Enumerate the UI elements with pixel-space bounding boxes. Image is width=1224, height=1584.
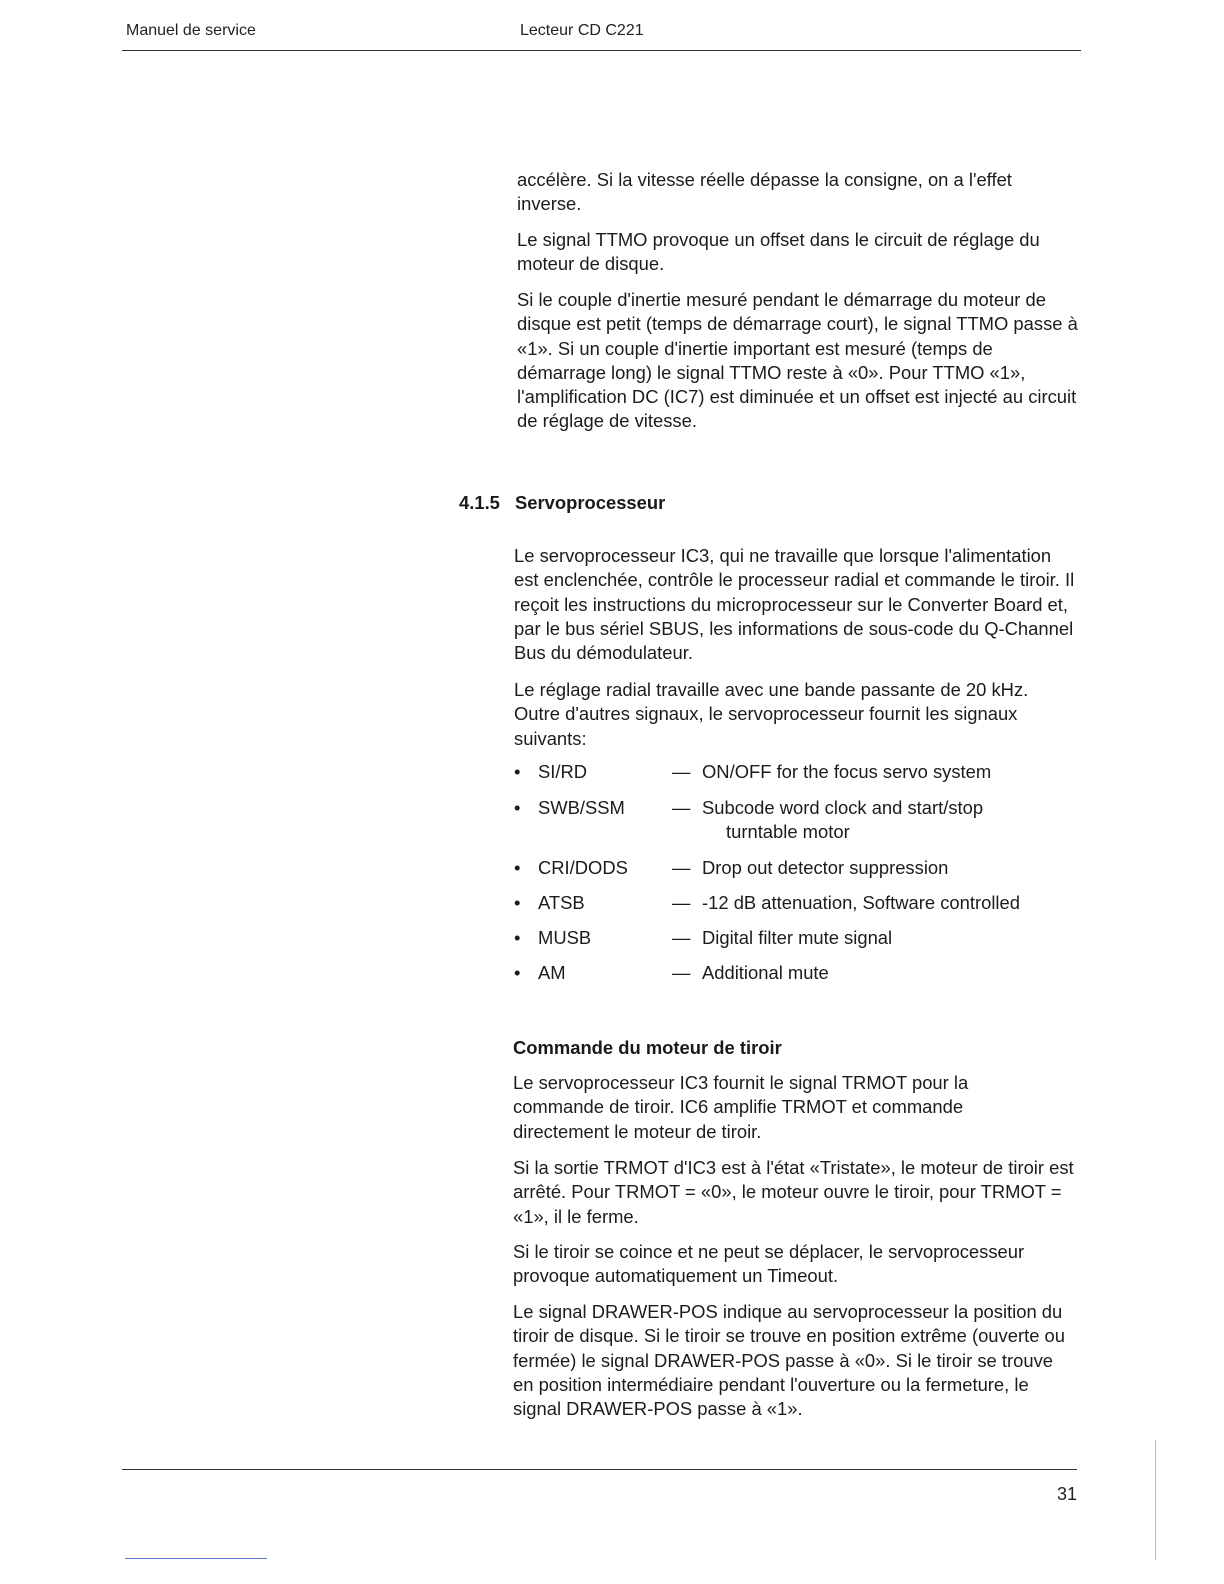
header-left: Manuel de service [126, 22, 256, 39]
list-item [514, 760, 1074, 786]
section-paragraph-1: Le servoprocesseur IC3, qui ne travaille que lorsque l'alimentation est enclenchée, contrôle le processeur radial et commande le tiroir. Il reçoit les instructions du microprocesseur sur le Converter Board et, par le bus sériel SBUS, les informations de sous-code du Q-Channel Bus du démodulateur. [514, 545, 1075, 664]
signal-description: -12 dB attenuation, Software controlled [702, 892, 1020, 913]
header-title: Lecteur CD C221 [520, 22, 644, 39]
dash: — [672, 927, 691, 948]
signal-name: AM [538, 962, 566, 983]
subsection-paragraph-3: Si le tiroir se coince et ne peut se déplacer, le servoprocesseur provoque automatiquement un Timeout. [513, 1241, 1025, 1287]
signal-description: Digital filter mute signal [702, 927, 893, 948]
section-number: 4.1.5 [459, 492, 500, 513]
dash: — [672, 892, 691, 913]
signal-name: ATSB [538, 892, 585, 913]
signal-description: Additional mute [702, 962, 829, 983]
bullet: • [514, 892, 521, 913]
signal-name: SI/RD [538, 761, 588, 782]
subsection-paragraph-4: Le signal DRAWER-POS indique au servoprocesseur la position du tiroir de disque. Si le tiroir se trouve en position extrême (ouverte ou fermée) le signal DRAWER-POS passe à «0». Si le tiroir se trouve en position intermédiaire pendant l'ouverture ou la fermeture, le signal DRAWER-POS passe à «1». [513, 1301, 1065, 1420]
signal-description: ON/OFF for the focus servo system [702, 761, 992, 782]
intro-paragraph-1: accélère. Si la vitesse réelle dépasse la consigne, on a l'effet inverse. [517, 169, 1012, 215]
subsection-paragraph-2: Si la sortie TRMOT d'IC3 est à l'état «Tristate», le moteur de tiroir est arrêté. Pour TRMOT = «0», le moteur ouvre le tiroir, pour TRMOT = «1», il le ferme. [513, 1157, 1074, 1227]
bullet: • [514, 857, 521, 878]
signal-name: SWB/SSM [538, 797, 625, 818]
signal-name: CRI/DODS [538, 857, 628, 878]
dash: — [672, 962, 691, 983]
list-item [514, 856, 1074, 882]
dash: — [672, 857, 691, 878]
list-item [514, 926, 1074, 952]
intro-paragraph-3: Si le couple d'inertie mesuré pendant le démarrage du moteur de disque est petit (temps de démarrage court), le signal TTMO passe à «1». Si un couple d'inertie important est mesuré (temps de démarrage long) le signal TTMO reste à «0». Pour TTMO «1», l'amplification DC (IC7) est diminuée et un offset est injecté au circuit de réglage de vitesse. [517, 289, 1078, 432]
intro-paragraph-2: Le signal TTMO provoque un offset dans le circuit de réglage du moteur de disque. [517, 229, 1040, 275]
scan-artifact-line [125, 1558, 267, 1559]
subsection-title: Commande du moteur de tiroir [513, 1037, 782, 1058]
signal-description: Drop out detector suppression [702, 857, 949, 878]
bullet: • [514, 761, 521, 782]
bullet: • [514, 962, 521, 983]
header-rule [122, 50, 1081, 51]
dash: — [672, 761, 691, 782]
list-item [514, 961, 1074, 987]
bullet: • [514, 927, 521, 948]
signal-description-continued: turntable motor [726, 821, 850, 842]
signal-name: MUSB [538, 927, 592, 948]
page-number: 31 [1056, 1484, 1077, 1504]
list-item [514, 891, 1074, 917]
subsection-paragraph-1: Le servoprocesseur IC3 fournit le signal TRMOT pour la commande de tiroir. IC6 amplifie TRMOT et commande directement le moteur de tiroir. [513, 1072, 969, 1142]
bullet: • [514, 797, 521, 818]
signal-description: Subcode word clock and start/stop [702, 797, 984, 818]
section-paragraph-2: Le réglage radial travaille avec une bande passante de 20 kHz. Outre d'autres signaux, le servoprocesseur fournit les signaux suivants: [514, 679, 1029, 749]
dash: — [672, 797, 691, 818]
list-item [514, 796, 1074, 846]
page-edge [1155, 1440, 1156, 1560]
section-title: Servoprocesseur [515, 492, 666, 513]
footer-rule [122, 1469, 1077, 1470]
